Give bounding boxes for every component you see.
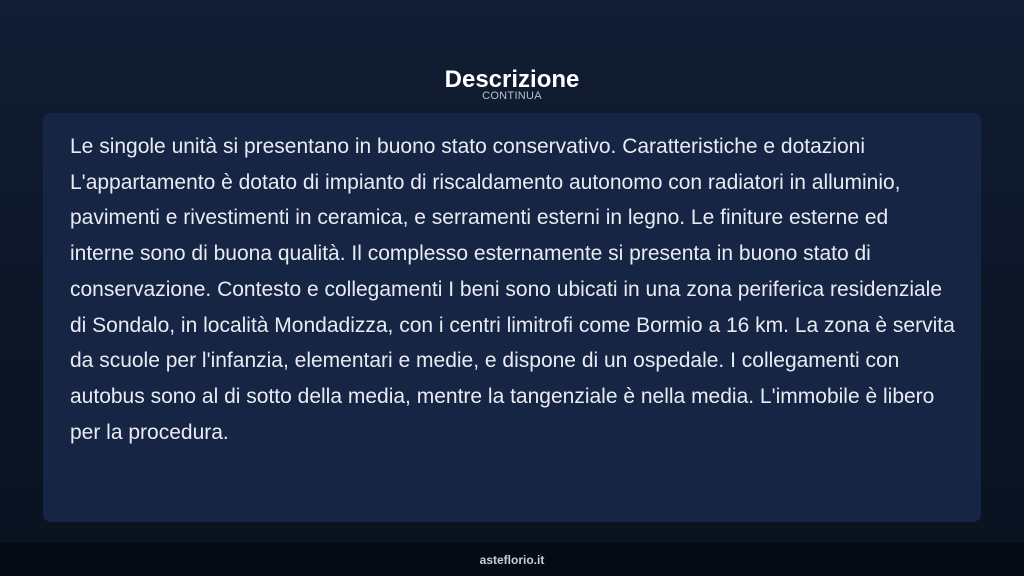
page-title: Descrizione (444, 66, 580, 94)
footer-bar (0, 543, 1024, 576)
continue-container (0, 90, 1024, 102)
description-card (43, 113, 981, 522)
footer-site-link[interactable]: asteflorio.it (479, 553, 545, 567)
description-text: Le singole unità si presentano in buono stato conservativo. Caratteristiche e dotazioni L'appartamento è dotato di impianto di riscaldamento autonomo con radiatori in alluminio, pavimenti e rivestimenti in ceramica, e serramenti esterni in legno. Le finiture esterne ed interne sono di buona qualità. Il complesso esternamente si presenta in buono stato di conservazione. Contesto e collegamenti I beni sono ubicati in una zona periferica residenziale di Sondalo, in località Mondadizza, con i centri limitrofi come Bormio a 16 km. La zona è servita da scuole per l'infanzia, elementari e medie, e dispone di un ospedale. I collegamenti con autobus sono al di sotto della media, mentre la tangenziale è nella media. L'immobile è libero per la procedura. (70, 135, 955, 444)
continue-link[interactable]: CONTINUA (482, 90, 542, 102)
